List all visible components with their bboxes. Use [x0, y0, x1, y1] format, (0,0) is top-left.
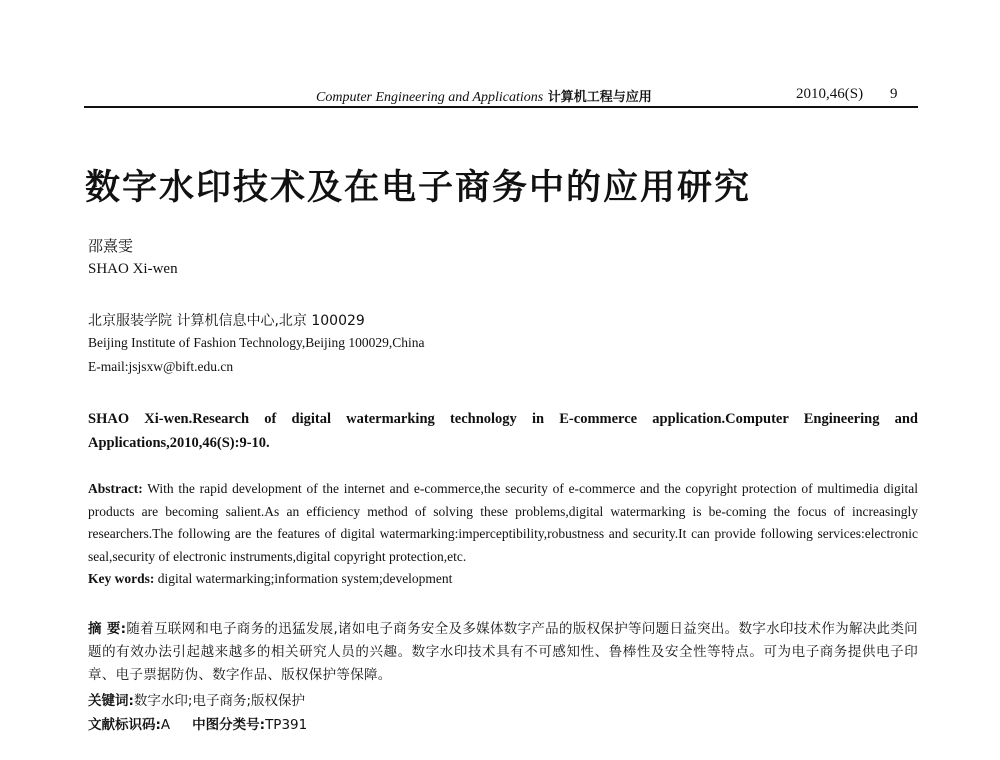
keywords-cn: [88, 689, 305, 709]
citation: SHAO Xi-wen.Research of digital watermarking technology in E-commerce application.Computer Engineering and Applications,2010,46(S):9-10.: [88, 411, 918, 451]
affiliation-en: Beijing Institute of Fashion Technology,Beijing 100029,China: [88, 335, 425, 350]
doc-code: A: [160, 717, 171, 733]
affiliation-cn: 北京服装学院 计算机信息中心,北京 100029: [88, 313, 365, 329]
running-header: [84, 84, 918, 108]
author-name-cn: 邵熹雯: [88, 237, 134, 255]
keywords-text: digital watermarking;information system;development: [157, 571, 453, 586]
journal-name-en: Computer Engineering and Applications: [316, 90, 544, 105]
author-email: E-mail:jsjsxw@bift.edu.cn: [88, 359, 234, 374]
keywords-cn-text: 数字水印;电子商务;版权保护: [133, 693, 306, 709]
doc-code-label: 文献标识码:: [88, 717, 161, 733]
keywords-cn-label: 关键词:: [88, 693, 134, 709]
abstract-en: [88, 478, 918, 568]
author-name-en: SHAO Xi-wen: [88, 261, 178, 277]
clc-code: TP391: [265, 717, 308, 733]
page-number: 9: [890, 86, 898, 102]
journal-name-cn: 计算机工程与应用: [547, 90, 652, 105]
abstract-cn-label: 摘 要:: [88, 621, 127, 637]
volume-issue: 2010,46(S): [796, 86, 864, 102]
journal-name: [316, 86, 652, 106]
paper-title: 数字水印技术及在电子商务中的应用研究: [85, 167, 752, 208]
abstract-cn: [88, 618, 918, 687]
keywords-label: Key words:: [88, 571, 155, 586]
classification: [88, 713, 307, 733]
abstract-cn-text: 随着互联网和电子商务的迅猛发展,诸如电子商务安全及多媒体数字产品的版权保护等问题日益突出。数字水印技术作为解决此类问题的有效办法引起越来越多的相关研究人员的兴趣。数字水印技术具有不可感知性、鲁棒性及安全性等特点。可为电子商务提供电子印章、电子票据防伪、数字作品、版权保护等保障。: [88, 621, 918, 683]
clc-label: 中图分类号:: [192, 717, 266, 733]
keywords-en: [88, 571, 918, 587]
abstract-text: With the rapid development of the internet and e-commerce,the security of e-commerce and the copyright protection of multimedia digital products are becoming salient.As an efficiency method of solving these problems,digital watermarking is be-coming the focus of increasingly researchers.The following are the features of digital watermarking:imperceptibility,robustness and security.It can provide following services:electronic seal,security of electronic instruments,digital copyright protection,etc.: [88, 481, 918, 564]
abstract-label: Abstract:: [88, 481, 143, 496]
